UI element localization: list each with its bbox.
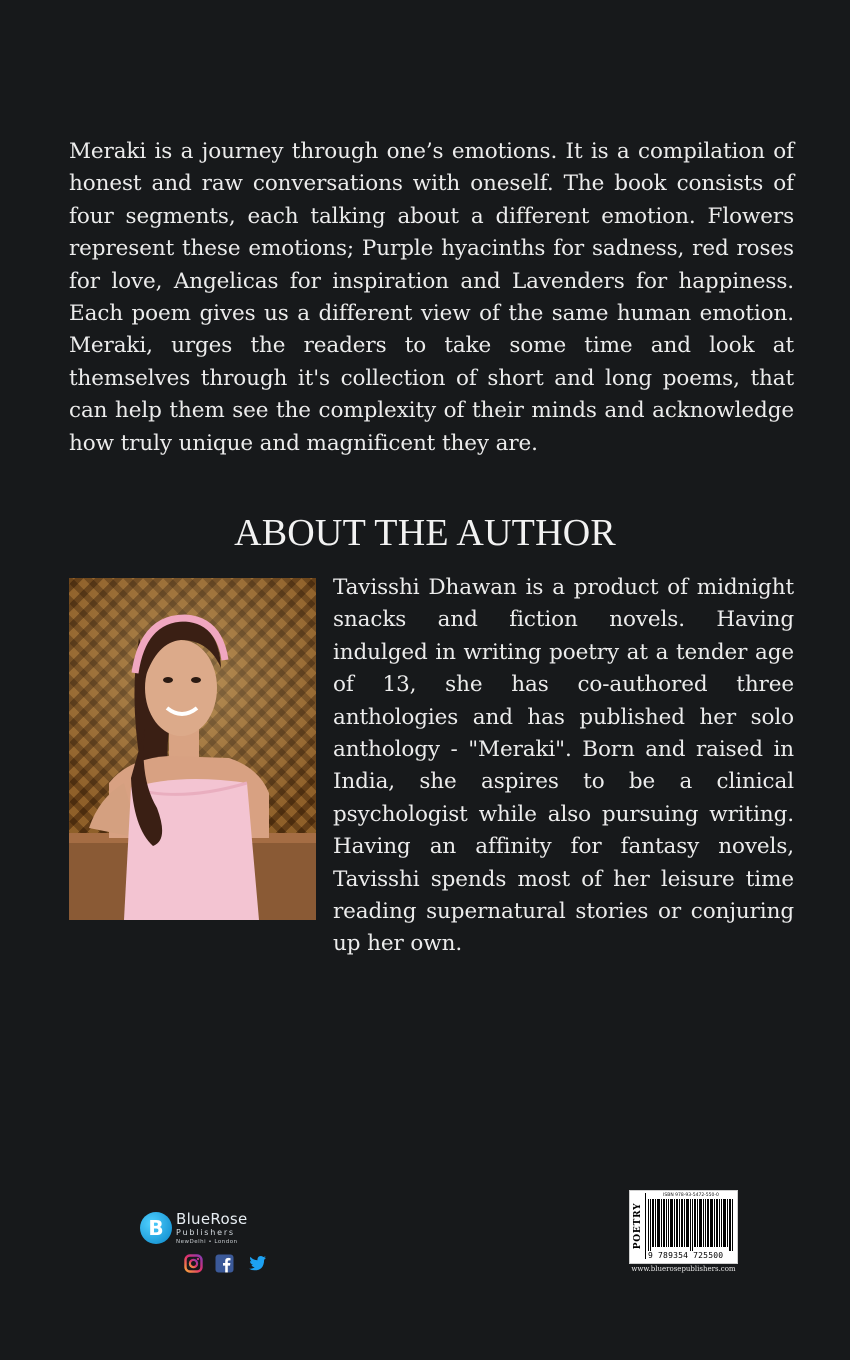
publisher-name: BlueRose bbox=[176, 1210, 248, 1228]
instagram-icon[interactable] bbox=[184, 1254, 203, 1273]
publisher-logo bbox=[140, 1210, 280, 1250]
isbn-label: ISBN 978-93-5472-550-0 bbox=[663, 1193, 719, 1198]
social-icons bbox=[184, 1254, 272, 1274]
author-bio: Tavisshi Dhawan is a product of midnight snacks and fiction novels. Having indulged in writing poetry at a tender age of 13, she has co-authored three anthologies and has published her solo anthology - "Meraki". Born and raised in India, she aspires to be a clinical psychologist while also pursuing writing. Having an affinity for fantasy novels, Tavisshi spends most of her leisure time reading supernatural stories or conjuring up her own. bbox=[333, 575, 794, 957]
twitter-icon[interactable] bbox=[246, 1254, 265, 1273]
publisher-website: www.bluerosepublishers.com bbox=[631, 1265, 736, 1273]
publisher-logo-mark: B bbox=[140, 1212, 172, 1244]
isbn-digits: 9 789354 725500 bbox=[648, 1251, 724, 1260]
about-author-heading: ABOUT THE AUTHOR bbox=[234, 512, 616, 554]
barcode bbox=[629, 1190, 738, 1264]
publisher-locations: NewDelhi • London bbox=[176, 1239, 238, 1245]
facebook-icon[interactable] bbox=[215, 1254, 234, 1273]
book-blurb: Meraki is a journey through one’s emotions. It is a compilation of honest and raw conversations with oneself. The book consists of four segments, each talking about a different emotion. Flowers represent these emotions; Purple hyacinths for sadness, red roses for love, Angelicas for inspiration and Lavenders for happiness. Each poem gives us a different view of the same human emotion. Meraki, urges the readers to take some time and look at themselves through it's collection of short and long poems, that can help them see the complexity of their minds and acknowledge how truly unique and magnificent they are. bbox=[69, 139, 794, 456]
genre-label: POETRY bbox=[631, 1193, 646, 1259]
author-photo bbox=[69, 578, 316, 920]
publisher-subtitle: Publishers bbox=[176, 1228, 235, 1237]
barcode-bars bbox=[648, 1199, 734, 1251]
